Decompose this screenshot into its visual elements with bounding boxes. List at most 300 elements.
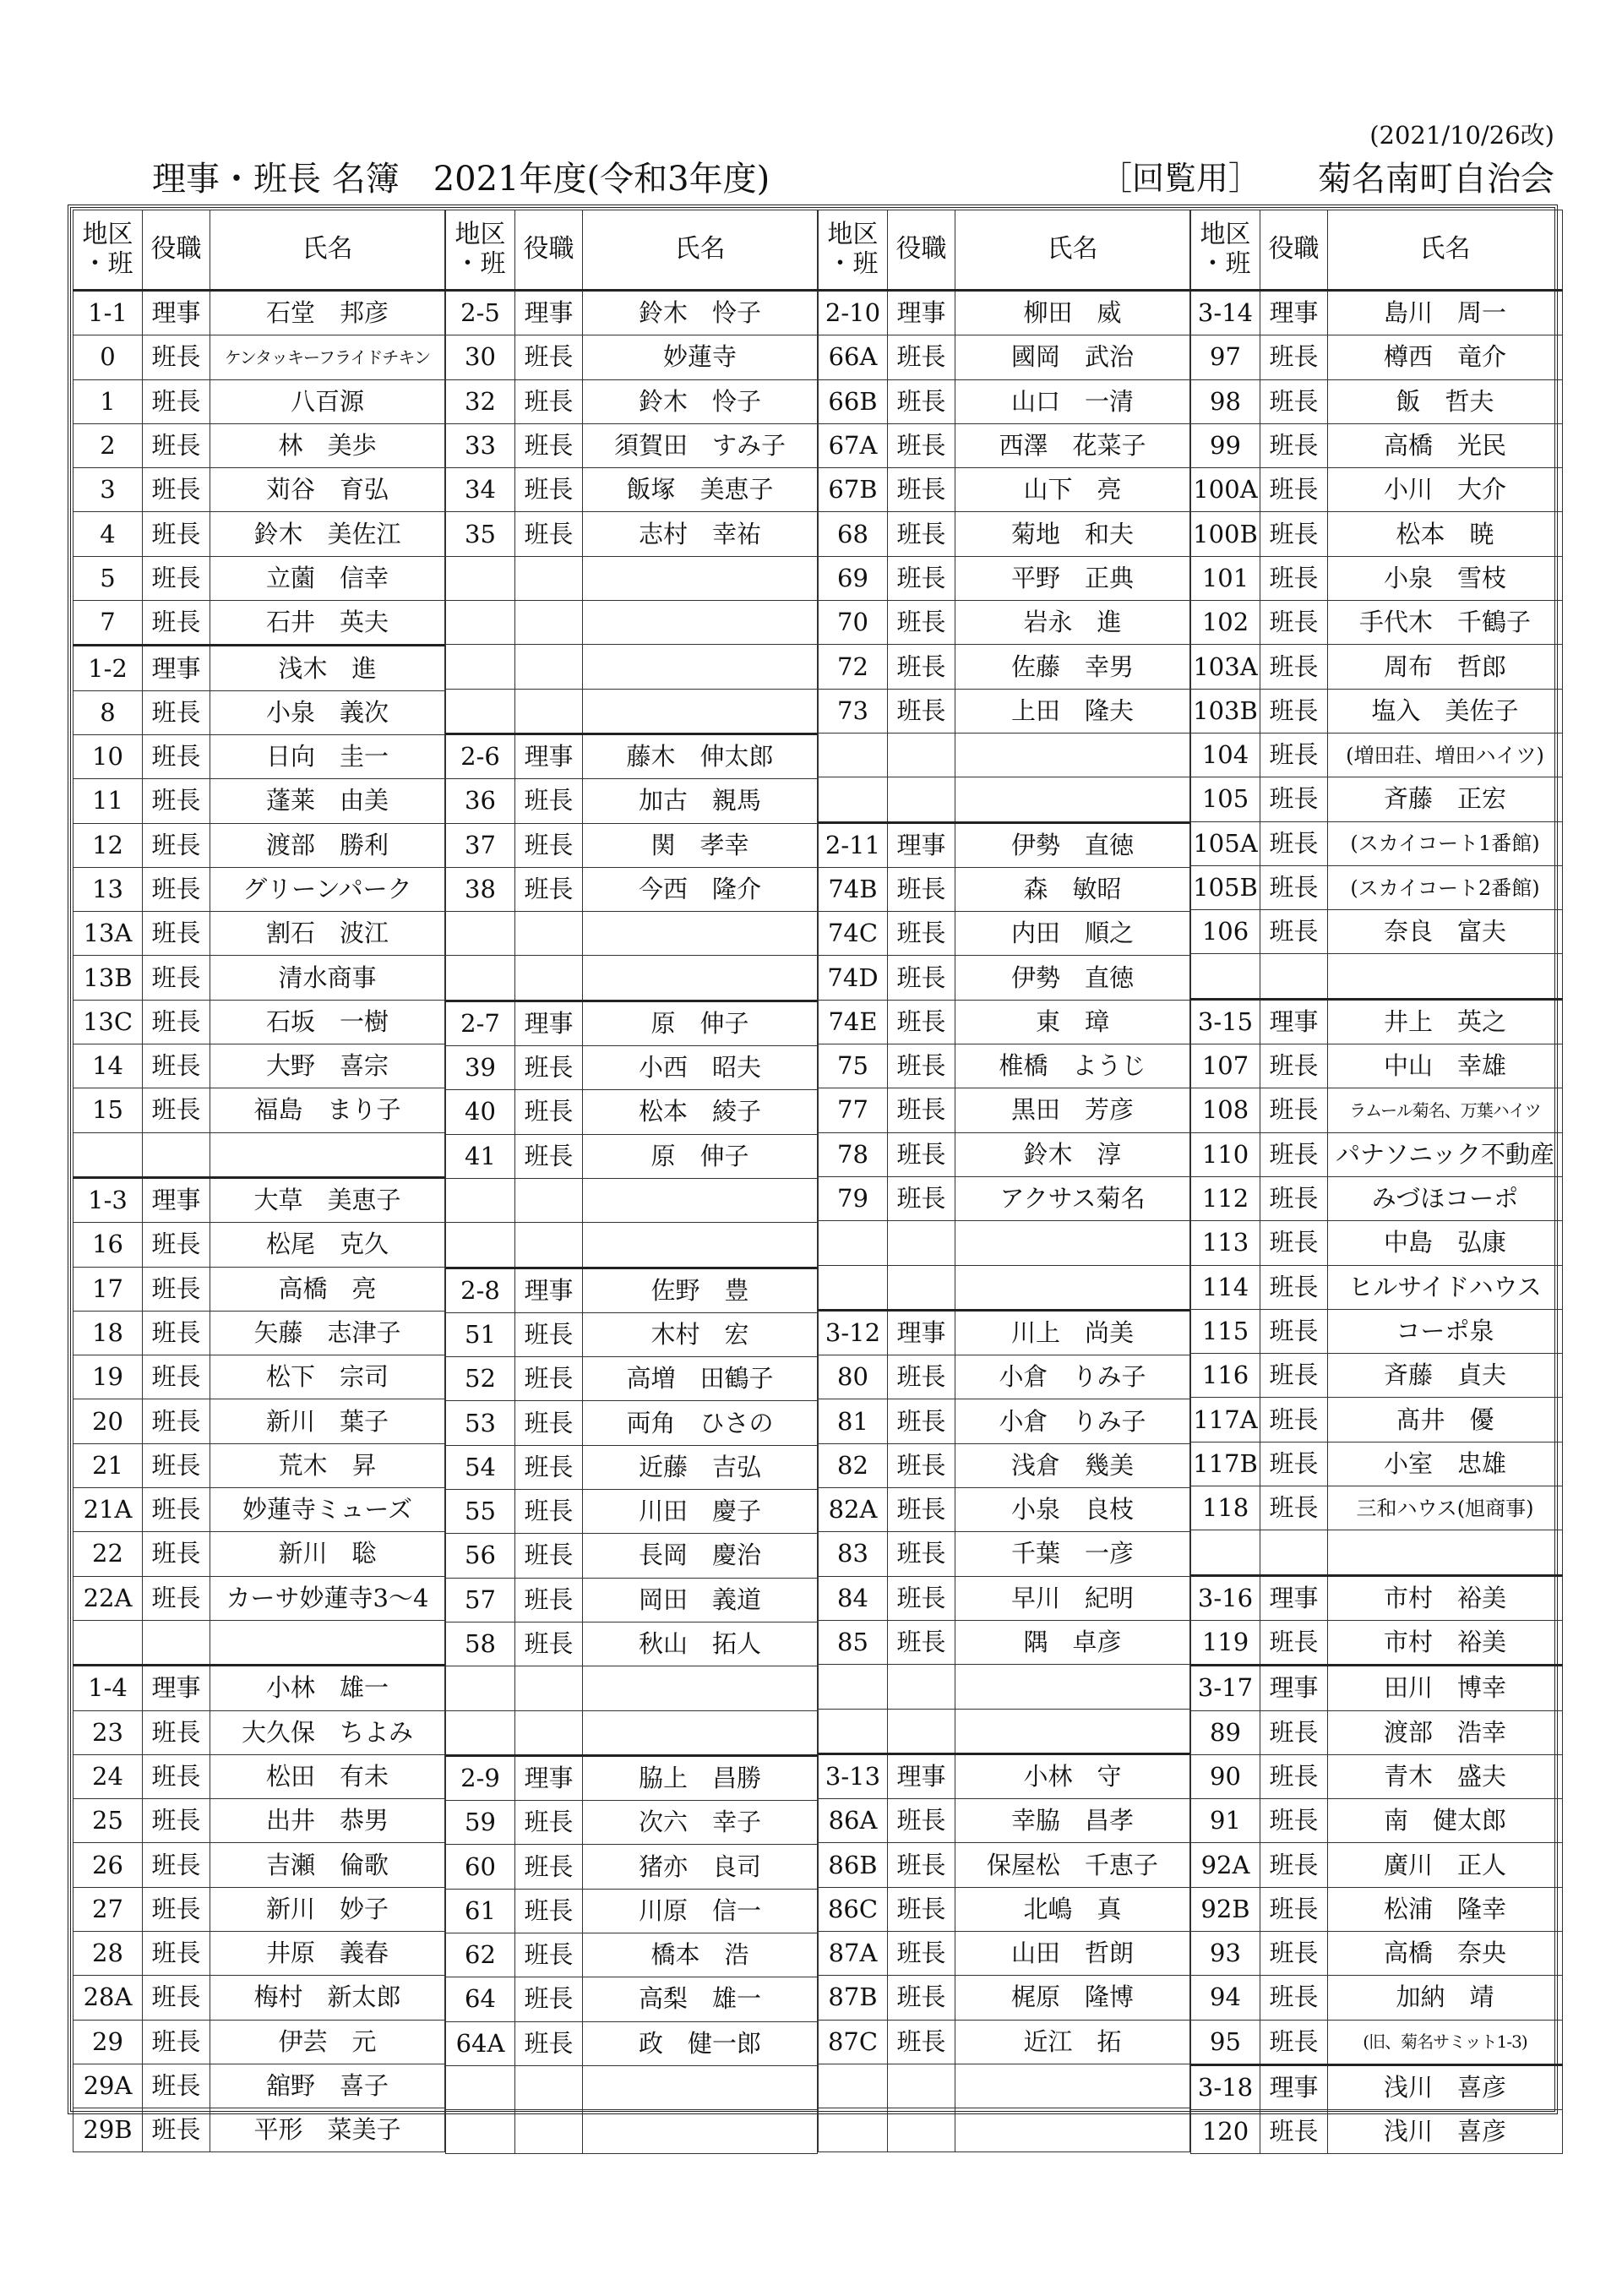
area-cell: 21 [73, 1443, 143, 1487]
table-row [73, 1710, 445, 1754]
header-area: 地区 ・班 [819, 210, 888, 291]
table-row [446, 1401, 818, 1445]
role-cell: 班長 [888, 956, 955, 1000]
name-cell: 小川 大介 [1328, 468, 1563, 512]
area-cell: 26 [73, 1843, 143, 1887]
area-cell: 28A [73, 1976, 143, 2020]
area-cell: 57 [446, 1578, 515, 1622]
area-cell: 119 [1191, 1620, 1260, 1665]
area-cell: 18 [73, 1311, 143, 1355]
role-cell: 班長 [515, 1134, 583, 1178]
area-cell: 37 [446, 823, 515, 867]
table-row [446, 2110, 818, 2154]
role-cell: 班長 [888, 601, 955, 645]
table-row [1191, 689, 1563, 733]
role-cell [515, 956, 583, 1001]
role-cell: 理事 [515, 1001, 583, 1045]
area-cell [819, 2064, 888, 2108]
table-row [73, 823, 445, 867]
area-cell: 2 [73, 423, 143, 467]
name-cell: 小泉 雪枝 [1328, 556, 1563, 600]
name-cell: ラムール菊名、万葉ハイツ [1328, 1088, 1563, 1132]
role-cell: 理事 [1260, 1666, 1328, 1710]
table-row [73, 1443, 445, 1487]
area-cell: 19 [73, 1355, 143, 1399]
circulation-label: ［回覧用］ [1100, 160, 1261, 197]
role-cell: 班長 [143, 1488, 210, 1532]
table-row [1191, 1265, 1563, 1309]
role-cell: 班長 [143, 867, 210, 911]
name-cell: 南 健太郎 [1328, 1799, 1563, 1843]
area-cell: 56 [446, 1534, 515, 1578]
area-cell [73, 1620, 143, 1665]
name-cell: (旧、菊名サミット1-3) [1328, 2020, 1563, 2064]
table-row [73, 1399, 445, 1443]
table-row [446, 1622, 818, 1666]
area-cell: 106 [1191, 910, 1260, 954]
name-cell [210, 1620, 445, 1665]
role-cell: 班長 [515, 335, 583, 379]
role-cell: 班長 [143, 379, 210, 423]
table-row [1191, 645, 1563, 689]
area-cell [446, 1178, 515, 1222]
header-row [819, 210, 1190, 291]
name-cell [583, 645, 818, 689]
table-row [819, 777, 1190, 822]
table-row [1191, 910, 1563, 954]
name-cell: みづほコーポ [1328, 1176, 1563, 1220]
area-cell: 36 [446, 779, 515, 823]
name-cell: 石井 英夫 [210, 601, 445, 646]
table-row [446, 1933, 818, 1977]
name-cell: 清水商事 [210, 956, 445, 1000]
name-cell: 松下 宗司 [210, 1355, 445, 1399]
role-cell: 理事 [515, 291, 583, 335]
role-cell: 班長 [515, 1933, 583, 1977]
area-cell [819, 733, 888, 777]
name-cell: 伊勢 直徳 [955, 956, 1190, 1000]
name-cell: 高増 田鶴子 [583, 1357, 818, 1401]
area-cell: 69 [819, 556, 888, 600]
name-cell: 國岡 武治 [955, 335, 1190, 379]
table-row [1191, 1309, 1563, 1353]
name-cell: 井原 義春 [210, 1931, 445, 1975]
name-cell [583, 1178, 818, 1222]
area-cell: 105 [1191, 777, 1260, 821]
name-cell: 小林 雄一 [210, 1666, 445, 1710]
area-cell: 29 [73, 2020, 143, 2064]
role-cell: 班長 [1260, 1710, 1328, 1754]
area-cell: 2-8 [446, 1268, 515, 1312]
name-cell: 椎橋 ようじ [955, 1044, 1190, 1088]
name-cell: 加古 親馬 [583, 779, 818, 823]
name-cell: 井上 英之 [1328, 999, 1563, 1044]
area-cell: 113 [1191, 1221, 1260, 1265]
table-row [73, 1311, 445, 1355]
area-cell: 34 [446, 468, 515, 512]
role-cell: 班長 [1260, 1931, 1328, 1975]
role-cell: 班長 [1260, 1088, 1328, 1132]
role-cell: 班長 [888, 1843, 955, 1887]
role-cell: 班長 [1260, 865, 1328, 909]
name-cell: 山田 哲朗 [955, 1931, 1190, 1975]
area-cell: 105A [1191, 821, 1260, 865]
role-cell: 班長 [1260, 1044, 1328, 1088]
area-cell: 3-18 [1191, 2064, 1260, 2109]
table-row [446, 1445, 818, 1489]
role-cell [515, 1710, 583, 1755]
name-cell: 高橋 奈央 [1328, 1931, 1563, 1975]
name-cell: 須賀田 すみ子 [583, 423, 818, 467]
area-cell: 116 [1191, 1354, 1260, 1398]
role-cell: 理事 [1260, 2064, 1328, 2109]
area-cell: 82A [819, 1488, 888, 1532]
table-row [446, 1755, 818, 1800]
area-cell: 59 [446, 1801, 515, 1845]
area-cell: 2-9 [446, 1755, 515, 1800]
area-cell [1191, 1530, 1260, 1575]
header-row [446, 210, 818, 291]
name-cell [583, 2065, 818, 2109]
area-cell: 80 [819, 1355, 888, 1399]
role-cell: 班長 [888, 1887, 955, 1931]
role-cell: 班長 [888, 1044, 955, 1088]
role-cell: 班長 [888, 335, 955, 379]
name-cell: 木村 宏 [583, 1312, 818, 1356]
table-row [446, 1801, 818, 1845]
table-row [73, 1044, 445, 1088]
role-cell: 班長 [1260, 910, 1328, 954]
table-row [819, 1399, 1190, 1443]
name-cell: (スカイコート1番館) [1328, 821, 1563, 865]
table-row [446, 645, 818, 689]
table-row [1191, 2110, 1563, 2154]
table-row [819, 379, 1190, 423]
role-cell: 班長 [515, 1622, 583, 1666]
table-row [73, 291, 445, 335]
name-cell: 浅木 進 [210, 646, 445, 690]
role-cell [515, 601, 583, 645]
header-name: 氏名 [210, 210, 445, 291]
role-cell [515, 556, 583, 600]
table-row [446, 1001, 818, 1045]
name-cell: 奈良 富夫 [1328, 910, 1563, 954]
table-row [819, 912, 1190, 956]
role-cell: 班長 [1260, 733, 1328, 777]
name-cell: 西澤 花菜子 [955, 423, 1190, 467]
role-cell: 班長 [515, 1889, 583, 1933]
area-cell: 14 [73, 1044, 143, 1088]
area-cell: 21A [73, 1488, 143, 1532]
name-cell: 渡部 勝利 [210, 823, 445, 867]
table-row [446, 2065, 818, 2109]
role-cell: 理事 [143, 291, 210, 335]
table-row [819, 1221, 1190, 1265]
name-cell: 近江 拓 [955, 2020, 1190, 2064]
area-cell: 108 [1191, 1088, 1260, 1132]
name-cell: 高梨 雄一 [583, 1977, 818, 2021]
role-cell [515, 2065, 583, 2109]
name-cell: 上田 隆夫 [955, 689, 1190, 733]
role-cell: 班長 [1260, 1486, 1328, 1530]
table-row [446, 912, 818, 956]
area-cell: 95 [1191, 2020, 1260, 2064]
table-row [1191, 379, 1563, 423]
table-row [73, 1754, 445, 1798]
name-cell: 小西 昭夫 [583, 1046, 818, 1090]
area-cell: 17 [73, 1267, 143, 1311]
table-row [73, 2064, 445, 2108]
table-row [73, 601, 445, 646]
name-cell: 岡田 義道 [583, 1578, 818, 1622]
area-cell [446, 601, 515, 645]
area-cell: 13 [73, 867, 143, 911]
table-row [446, 1357, 818, 1401]
table-row [819, 512, 1190, 556]
area-cell: 0 [73, 335, 143, 379]
role-cell: 班長 [515, 1534, 583, 1578]
area-cell: 54 [446, 1445, 515, 1489]
area-cell [819, 777, 888, 822]
area-cell: 79 [819, 1176, 888, 1220]
role-cell: 班長 [1260, 1799, 1328, 1843]
role-cell [888, 777, 955, 822]
area-cell: 2-6 [446, 734, 515, 778]
role-cell: 班長 [143, 912, 210, 956]
name-cell: 近藤 吉弘 [583, 1445, 818, 1489]
role-cell [515, 1178, 583, 1222]
area-cell: 1-1 [73, 291, 143, 335]
role-cell: 班長 [143, 2020, 210, 2064]
role-cell [515, 1223, 583, 1268]
table-row [1191, 1931, 1563, 1975]
role-cell: 理事 [515, 734, 583, 778]
table-row [1191, 1976, 1563, 2020]
area-cell: 12 [73, 823, 143, 867]
name-cell: 松本 暁 [1328, 512, 1563, 556]
role-cell: 班長 [143, 423, 210, 467]
area-cell: 99 [1191, 423, 1260, 467]
name-cell: 高橋 亮 [210, 1267, 445, 1311]
page-title: 理事・班長 名簿 2021年度(令和3年度) [152, 160, 770, 199]
name-cell [955, 1709, 1190, 1753]
role-cell: 班長 [515, 1090, 583, 1134]
name-cell: 伊勢 直徳 [955, 822, 1190, 867]
table-row [73, 468, 445, 512]
name-cell: 中島 弘康 [1328, 1221, 1563, 1265]
role-cell: 班長 [1260, 1620, 1328, 1665]
table-row [1191, 556, 1563, 600]
role-cell: 班長 [888, 1000, 955, 1044]
name-cell: 田川 博幸 [1328, 1666, 1563, 1710]
area-cell: 115 [1191, 1309, 1260, 1353]
table-row [446, 734, 818, 778]
name-cell [1328, 954, 1563, 999]
table-row [446, 689, 818, 734]
name-cell: 内田 順之 [955, 912, 1190, 956]
name-cell: 岩永 進 [955, 601, 1190, 645]
role-cell: 班長 [143, 1088, 210, 1132]
name-cell [955, 733, 1190, 777]
role-cell [515, 1666, 583, 1710]
name-cell: 舘野 喜子 [210, 2064, 445, 2108]
role-cell: 班長 [1260, 379, 1328, 423]
role-cell: 班長 [143, 779, 210, 823]
table-row [446, 379, 818, 423]
table-row [819, 423, 1190, 467]
area-cell: 66B [819, 379, 888, 423]
area-cell: 87B [819, 1976, 888, 2020]
table-row [1191, 1398, 1563, 1442]
table-row [73, 1976, 445, 2020]
role-cell: 班長 [143, 1532, 210, 1576]
area-cell: 3 [73, 468, 143, 512]
area-cell: 16 [73, 1223, 143, 1267]
table-row [73, 1000, 445, 1044]
area-cell: 13B [73, 956, 143, 1000]
name-cell [583, 2110, 818, 2154]
area-cell: 4 [73, 512, 143, 556]
table-row [819, 335, 1190, 379]
name-cell: 伊芸 元 [210, 2020, 445, 2064]
table-row [446, 1889, 818, 1933]
name-cell: 今西 隆介 [583, 867, 818, 911]
role-cell: 班長 [143, 1799, 210, 1843]
role-cell: 班長 [143, 1267, 210, 1311]
area-cell: 2-5 [446, 291, 515, 335]
table-row [73, 1488, 445, 1532]
table-row [73, 1620, 445, 1665]
name-cell: 市村 裕美 [1328, 1620, 1563, 1665]
area-cell: 10 [73, 734, 143, 778]
role-cell: 理事 [888, 1753, 955, 1798]
name-cell: 千葉 一彦 [955, 1532, 1190, 1576]
name-cell: 周布 哲郎 [1328, 645, 1563, 689]
table-row [1191, 733, 1563, 777]
area-cell: 1-4 [73, 1666, 143, 1710]
role-cell: 班長 [143, 556, 210, 600]
area-cell: 68 [819, 512, 888, 556]
area-cell: 103A [1191, 645, 1260, 689]
name-cell: 妙蓮寺ミューズ [210, 1488, 445, 1532]
role-cell: 班長 [515, 468, 583, 512]
area-cell: 77 [819, 1088, 888, 1132]
name-cell: 新川 聡 [210, 1532, 445, 1576]
table-row [1191, 777, 1563, 821]
table-row [819, 1576, 1190, 1620]
name-cell: 小室 忠雄 [1328, 1442, 1563, 1486]
role-cell: 班長 [888, 1532, 955, 1576]
role-cell: 班長 [888, 1931, 955, 1975]
table-row [819, 1620, 1190, 1664]
area-cell: 5 [73, 556, 143, 600]
table-row [73, 1799, 445, 1843]
name-cell: 大草 美恵子 [210, 1177, 445, 1222]
role-cell [1260, 1530, 1328, 1575]
role-cell: 班長 [888, 556, 955, 600]
name-cell: 隅 卓彦 [955, 1620, 1190, 1664]
name-cell: 平野 正典 [955, 556, 1190, 600]
role-cell [888, 2108, 955, 2152]
area-cell [446, 1223, 515, 1268]
area-cell: 86A [819, 1799, 888, 1843]
area-cell: 41 [446, 1134, 515, 1178]
name-cell [210, 1132, 445, 1177]
name-cell: 東 璋 [955, 1000, 1190, 1044]
name-cell: 大野 喜宗 [210, 1044, 445, 1088]
name-cell [583, 689, 818, 734]
area-cell: 64A [446, 2021, 515, 2065]
name-cell: 大久保 ちよみ [210, 1710, 445, 1754]
role-cell: 班長 [1260, 423, 1328, 467]
table-row [446, 1534, 818, 1578]
role-cell [515, 645, 583, 689]
area-cell: 74B [819, 867, 888, 911]
table-row [819, 1132, 1190, 1176]
area-cell: 75 [819, 1044, 888, 1088]
table-row [819, 1709, 1190, 1753]
name-cell: 志村 幸祐 [583, 512, 818, 556]
name-cell: 小泉 良枝 [955, 1488, 1190, 1532]
role-cell: 班長 [143, 1443, 210, 1487]
name-cell: コーポ泉 [1328, 1309, 1563, 1353]
role-cell: 班長 [1260, 689, 1328, 733]
area-cell: 51 [446, 1312, 515, 1356]
role-cell: 班長 [515, 1578, 583, 1622]
table-row [1191, 601, 1563, 645]
table-row [1191, 821, 1563, 865]
name-cell [955, 777, 1190, 822]
area-cell: 102 [1191, 601, 1260, 645]
role-cell: 班長 [143, 1044, 210, 1088]
area-cell: 30 [446, 335, 515, 379]
table-row [819, 1088, 1190, 1132]
table-row [819, 1310, 1190, 1355]
name-cell: カーサ妙蓮寺3〜4 [210, 1576, 445, 1620]
name-cell: ヒルサイドハウス [1328, 1265, 1563, 1309]
table-row [819, 956, 1190, 1000]
area-cell: 67B [819, 468, 888, 512]
area-cell: 23 [73, 1710, 143, 1754]
name-cell [583, 601, 818, 645]
area-cell: 87C [819, 2020, 888, 2064]
role-cell: 班長 [888, 1176, 955, 1220]
roster-column-3 [818, 210, 1190, 2152]
name-cell: 高橋 光民 [1328, 423, 1563, 467]
role-cell: 班長 [1260, 1132, 1328, 1176]
name-cell: 林 美歩 [210, 423, 445, 467]
area-cell: 70 [819, 601, 888, 645]
role-cell: 理事 [515, 1755, 583, 1800]
area-cell: 35 [446, 512, 515, 556]
table-row [73, 1088, 445, 1132]
table-row [819, 1265, 1190, 1310]
table-row [446, 956, 818, 1001]
name-cell: 浅川 喜彦 [1328, 2064, 1563, 2109]
table-row [446, 867, 818, 911]
area-cell: 8 [73, 690, 143, 734]
role-cell: 班長 [515, 1046, 583, 1090]
name-cell: 柳田 威 [955, 291, 1190, 335]
table-row [819, 1488, 1190, 1532]
table-row [1191, 423, 1563, 467]
area-cell: 114 [1191, 1265, 1260, 1309]
name-cell [1328, 1530, 1563, 1575]
table-row [446, 335, 818, 379]
role-cell [515, 2110, 583, 2154]
role-cell: 理事 [515, 1268, 583, 1312]
area-cell: 1 [73, 379, 143, 423]
